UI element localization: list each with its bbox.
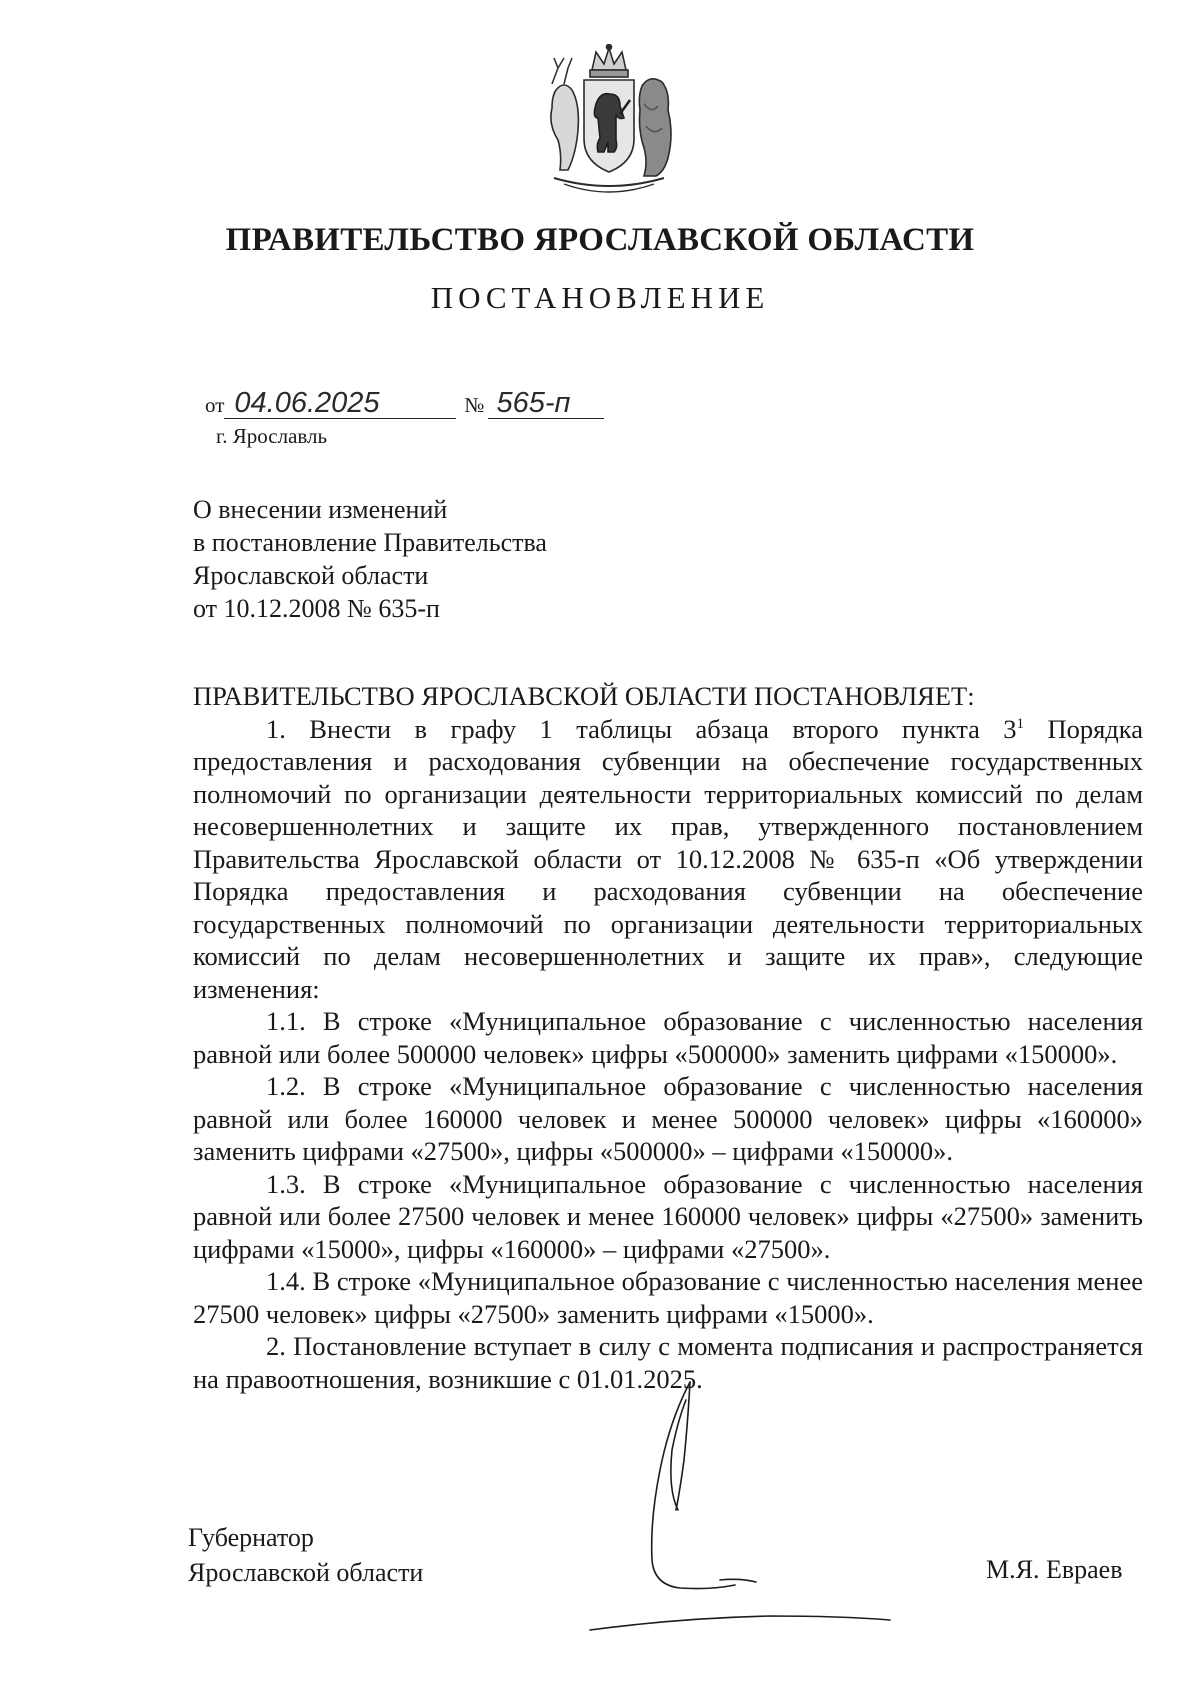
document-type: ПОСТАНОВЛЕНИЕ <box>430 280 770 315</box>
signatory-position <box>188 1520 423 1590</box>
paragraph-1-rest: Порядка предоставления и расходования субвенции на обеспечение государственных полномочий по организации деятельности территориальных комиссий по делам несовершеннолетних и защите их прав, утвержденного постановлением Правительства Ярославской области от 10.12.2008 № 635-п «Об утверждении Порядка предоставления и расходования субвенции на обеспечение государственных полномочий по организации деятельности территориальных комиссий по делам несовершеннолетних и защите их прав», следующие изменения: <box>193 713 1143 1004</box>
decree-line: ПРАВИТЕЛЬСТВО ЯРОСЛАВСКОЙ ОБЛАСТИ ПОСТАНОВЛЯЕТ: <box>193 681 975 711</box>
subject-line: Ярославской области <box>193 561 429 590</box>
position-line: Губернатор <box>188 1523 314 1552</box>
position-line: Ярославской области <box>188 1558 424 1587</box>
subject-line: в постановление Правительства <box>193 528 547 557</box>
signatory-name: М.Я. Евраев <box>986 1555 1123 1584</box>
date-number-line <box>205 388 604 419</box>
paragraph-1 <box>193 713 1143 1006</box>
document-subject <box>193 493 547 625</box>
document-body <box>193 680 1143 1395</box>
handwritten-date: 04.06.2025 <box>224 388 456 419</box>
handwritten-signature <box>560 1380 920 1640</box>
number-sign: № <box>464 393 485 417</box>
handwritten-number: 565-п <box>488 388 604 419</box>
city-label: г. Ярославль <box>216 424 328 448</box>
paragraph-2: 2. Постановление вступает в силу с момента подписания и распространяется на правоотношения, возникшие с 01.01.2025. <box>193 1331 1143 1394</box>
coat-of-arms-emblem <box>534 44 684 204</box>
superscript: 1 <box>1016 715 1025 732</box>
subject-line: О внесении изменений <box>193 495 448 524</box>
paragraph-1-4: 1.4. В строке «Муниципальное образование с численностью населения менее 27500 человек» цифры «27500» заменить цифрами «15000». <box>193 1266 1143 1329</box>
date-prefix: от <box>205 393 225 417</box>
organization-title: ПРАВИТЕЛЬСТВО ЯРОСЛАВСКОЙ ОБЛАСТИ <box>225 222 975 258</box>
paragraph-1-start: 1. Внести в графу 1 таблицы абзаца второго пункта 3 <box>266 713 1017 744</box>
subject-line: от 10.12.2008 № 635-п <box>193 594 440 623</box>
paragraph-1-3: 1.3. В строке «Муниципальное образование с численностью населения равной или более 27500 человек и менее 160000 человек» цифры «27500» заменить цифрами «15000», цифры «160000» – цифрами «27500». <box>193 1168 1143 1264</box>
paragraph-1-2: 1.2. В строке «Муниципальное образование с численностью населения равной или более 160000 человек и менее 500000 человек» цифры «160000» заменить цифрами «27500», цифры «500000» – цифрами «150000». <box>193 1071 1143 1166</box>
paragraph-1-1: 1.1. В строке «Муниципальное образование с численностью населения равной или более 500000 человек» цифры «500000» заменить цифрами «150000». <box>193 1006 1143 1069</box>
